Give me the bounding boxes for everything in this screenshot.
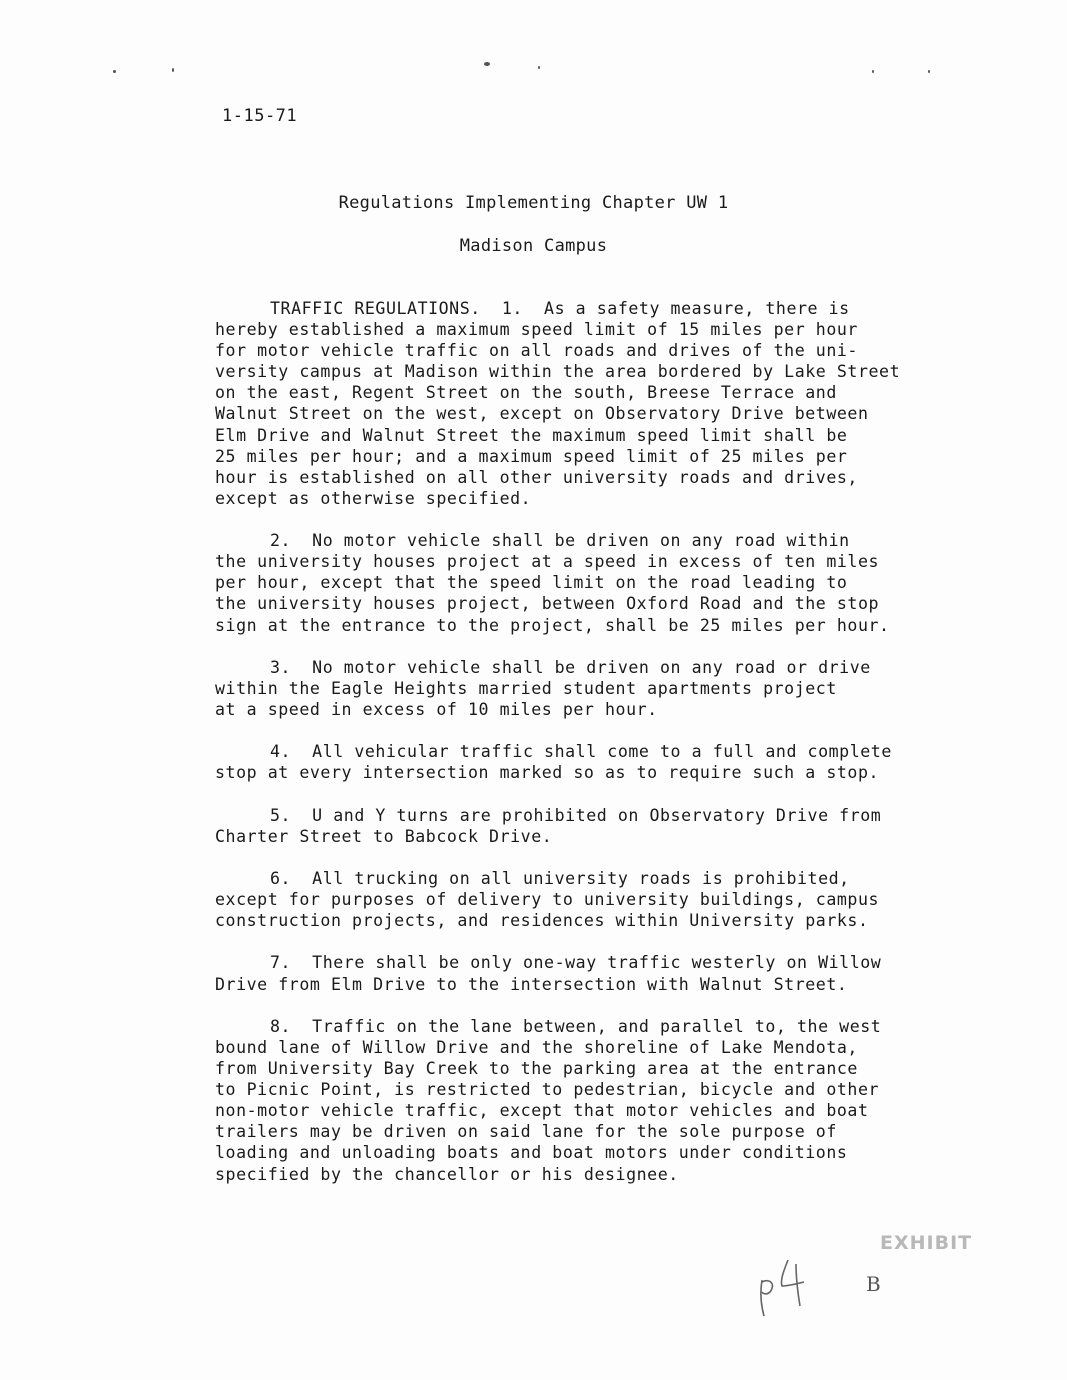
text-line: Elm Drive and Walnut Street the maximum speed limit shall be bbox=[215, 425, 848, 445]
scan-speck bbox=[172, 68, 174, 72]
text-line: 7. There shall be only one-way traffic westerly on Willow bbox=[270, 953, 882, 973]
text-line: to Picnic Point, is restricted to pedestrian, bicycle and other bbox=[215, 1080, 880, 1100]
scan-speck bbox=[538, 66, 540, 69]
text-line: per hour, except that the speed limit on the road leading to bbox=[215, 573, 848, 593]
document-subtitle: Madison Campus bbox=[459, 236, 608, 256]
text-line: 8. Traffic on the lane between, and parallel to, the west bbox=[270, 1016, 882, 1036]
text-line: hereby established a maximum speed limit of 15 miles per hour bbox=[215, 320, 858, 340]
scan-speck bbox=[113, 70, 116, 73]
regulation-paragraph-7 bbox=[215, 952, 915, 994]
regulations-body bbox=[215, 298, 915, 1206]
regulation-paragraph-4 bbox=[215, 741, 915, 783]
text-line: for motor vehicle traffic on all roads and drives of the uni- bbox=[215, 341, 858, 361]
text-line: versity campus at Madison within the area bordered by Lake Street bbox=[215, 362, 901, 382]
text-line: stop at every intersection marked so as to require such a stop. bbox=[215, 763, 880, 783]
scan-speck bbox=[484, 62, 490, 66]
text-line: 5. U and Y turns are prohibited on Observatory Drive from bbox=[270, 805, 882, 825]
document-title: Regulations Implementing Chapter UW 1 bbox=[338, 193, 729, 213]
scan-speck bbox=[928, 70, 930, 73]
handwritten-page-note bbox=[752, 1250, 832, 1320]
text-line: Walnut Street on the west, except on Observatory Drive between bbox=[215, 404, 869, 424]
text-line: from University Bay Creek to the parking area at the entrance bbox=[215, 1059, 858, 1079]
text-line: construction projects, and residences within University parks. bbox=[215, 911, 869, 931]
text-line: sign at the entrance to the project, shall be 25 miles per hour. bbox=[215, 615, 890, 635]
text-line: except as otherwise specified. bbox=[215, 488, 532, 508]
text-line: the university houses project, between Oxford Road and the stop bbox=[215, 594, 880, 614]
text-line: Drive from Elm Drive to the intersection with Walnut Street. bbox=[215, 974, 848, 994]
text-line: loading and unloading boats and boat motors under conditions bbox=[215, 1143, 848, 1163]
text-line: TRAFFIC REGULATIONS. 1. As a safety measure, there is bbox=[270, 299, 850, 318]
text-line: Charter Street to Babcock Drive. bbox=[215, 826, 553, 846]
text-line: 3. No motor vehicle shall be driven on any road or drive bbox=[270, 657, 871, 677]
text-line: hour is established on all other university roads and drives, bbox=[215, 467, 858, 487]
text-line: specified by the chancellor or his designee. bbox=[215, 1164, 679, 1184]
text-line: the university houses project at a speed in excess of ten miles bbox=[215, 552, 880, 572]
exhibit-stamp-letter: B bbox=[866, 1272, 881, 1296]
regulation-paragraph-2 bbox=[215, 530, 915, 635]
exhibit-stamp-label: EXHIBIT bbox=[880, 1232, 973, 1254]
document-date: 1-15-71 bbox=[222, 106, 298, 126]
text-line: 6. All trucking on all university roads is prohibited, bbox=[270, 869, 850, 888]
text-line: 4. All vehicular traffic shall come to a full and complete bbox=[270, 742, 892, 762]
text-line: at a speed in excess of 10 miles per hour. bbox=[215, 699, 658, 719]
text-line: within the Eagle Heights married student apartments project bbox=[215, 678, 837, 698]
regulation-paragraph-1 bbox=[215, 298, 915, 509]
regulation-paragraph-3 bbox=[215, 657, 915, 720]
text-line: 25 miles per hour; and a maximum speed limit of 25 miles per bbox=[215, 446, 848, 466]
text-line: trailers may be driven on said lane for the sole purpose of bbox=[215, 1122, 837, 1142]
text-line: non-motor vehicle traffic, except that motor vehicles and boat bbox=[215, 1101, 869, 1121]
text-line: on the east, Regent Street on the south, Breese Terrace and bbox=[215, 383, 837, 403]
regulation-paragraph-5 bbox=[215, 805, 915, 847]
regulation-paragraph-6 bbox=[215, 868, 915, 931]
text-line: bound lane of Willow Drive and the shoreline of Lake Mendota, bbox=[215, 1037, 858, 1057]
text-line: 2. No motor vehicle shall be driven on any road within bbox=[270, 531, 850, 551]
scan-speck bbox=[872, 70, 874, 73]
regulation-paragraph-8 bbox=[215, 1016, 915, 1185]
text-line: except for purposes of delivery to university buildings, campus bbox=[215, 890, 880, 910]
